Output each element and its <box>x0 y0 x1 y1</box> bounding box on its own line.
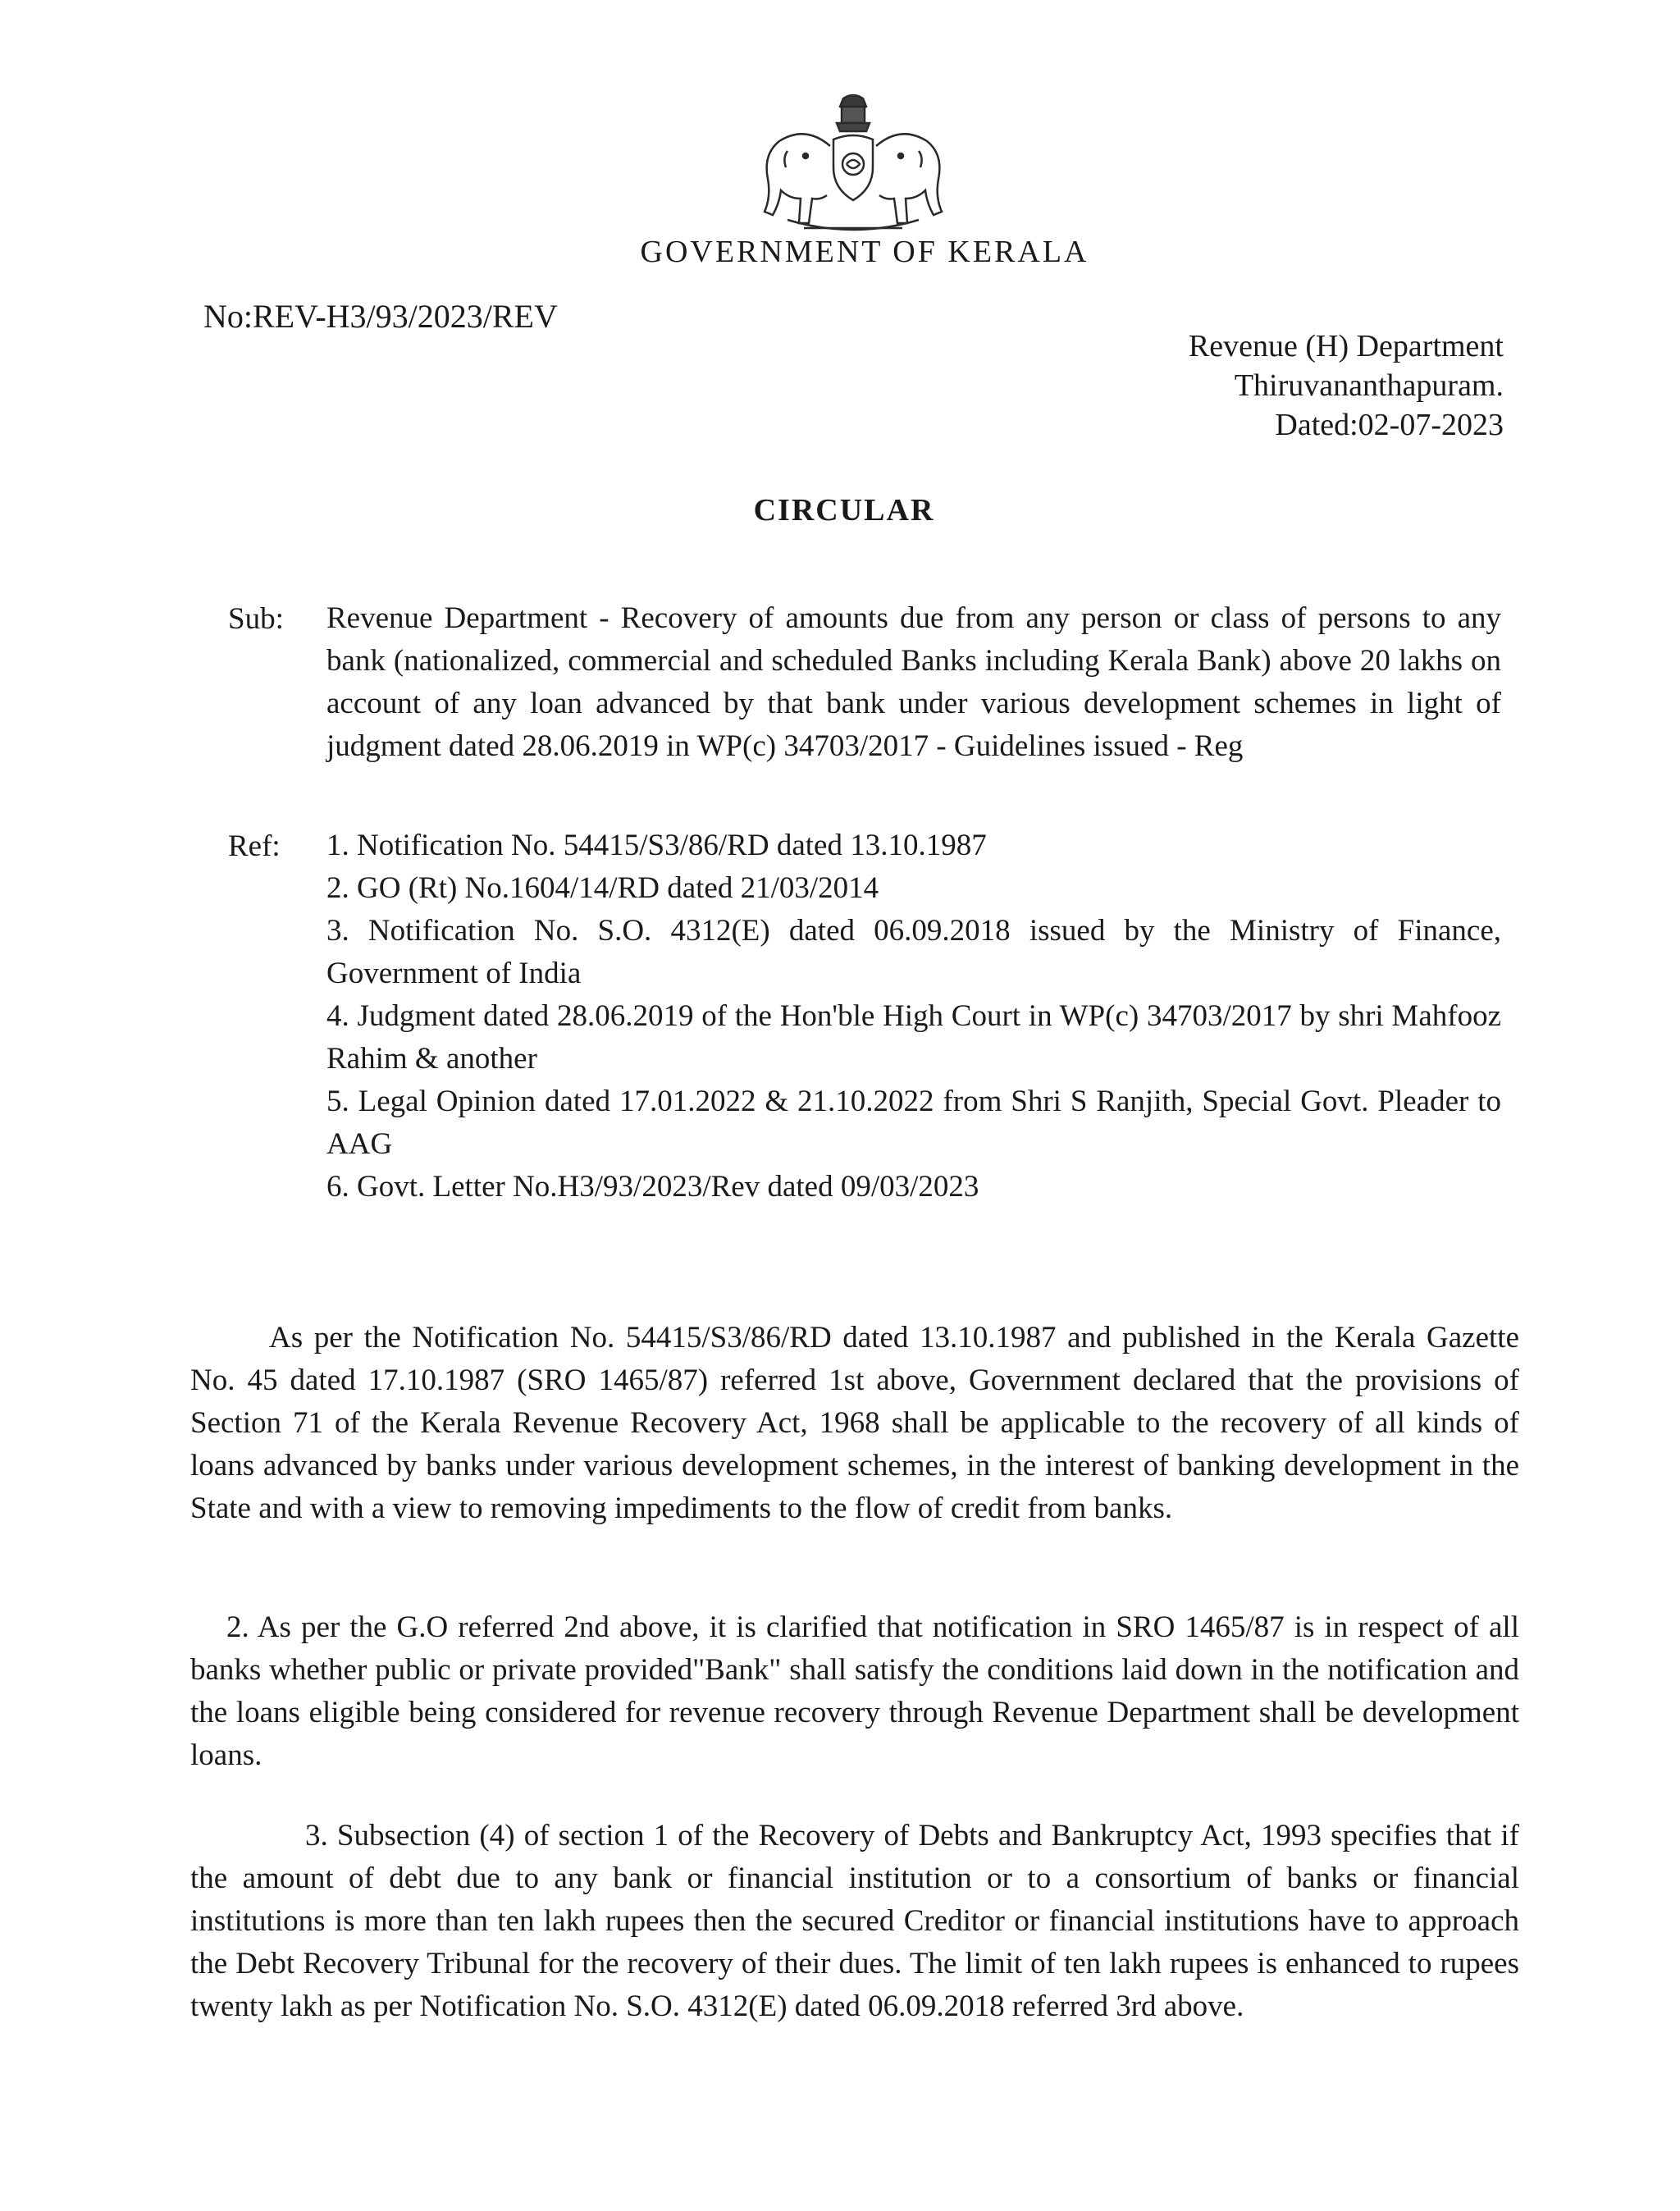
reference-item: 5. Legal Opinion dated 17.01.2022 & 21.10.2022 from Shri S Ranjith, Special Govt. Pleader to AAG <box>326 1085 1501 1161</box>
document-number: No:REV-H3/93/2023/REV <box>203 298 558 335</box>
reference-item: 4. Judgment dated 28.06.2019 of the Hon'ble High Court in WP(c) 34703/2017 by shri Mahfooz Rahim & another <box>326 999 1501 1076</box>
department-name: Revenue (H) Department <box>1188 329 1504 363</box>
circular-title: CIRCULAR <box>753 493 935 528</box>
department-block <box>1189 327 1504 445</box>
government-title: GOVERNMENT OF KERALA <box>640 235 1089 269</box>
body-paragraph-3: 3. Subsection (4) of section 1 of the Recovery of Debts and Bankruptcy Act, 1993 specifies that if the amount of debt due to any bank or financial institution or to a consortium of banks or financial institutions is more than ten lakh rupees then the secured Creditor or financial institutions have to approach the Debt Recovery Tribunal for the recovery of their dues. The limit of ten lakh rupees is enhanced to rupees twenty lakh as per Notification No. S.O. 4312(E) dated 06.09.2018 referred 3rd above. <box>190 1819 1519 2023</box>
document-date: Dated:02-07-2023 <box>1275 408 1504 442</box>
reference-item: 3. Notification No. S.O. 4312(E) dated 06.09.2018 issued by the Ministry of Finance, Government of India <box>326 914 1501 990</box>
reference-item: 1. Notification No. 54415/S3/86/RD dated 13.10.1987 <box>326 829 987 862</box>
place-name: Thiruvananthapuram. <box>1234 368 1504 403</box>
kerala-state-emblem-icon <box>755 89 952 240</box>
reference-item: 2. GO (Rt) No.1604/14/RD dated 21/03/2014 <box>326 871 879 905</box>
subject-text: Revenue Department - Recovery of amounts due from any person or class of persons to any bank (nationalized, commercial and scheduled Banks including Kerala Bank) above 20 lakhs on account of any loan advanced by that bank under various development schemes in light of judgment dated 28.06.2019 in WP(c) 34703/2017 - Guidelines issued - Reg <box>326 601 1501 763</box>
body-paragraph-1: As per the Notification No. 54415/S3/86/RD dated 13.10.1987 and published in the Kerala Gazette No. 45 dated 17.10.1987 (SRO 1465/87) referred 1st above, Government declared that the provisions of Section 71 of the Kerala Revenue Recovery Act, 1968 shall be applicable to the recovery of all kinds of loans advanced by banks under various development schemes, in the interest of banking development in the State and with a view to removing impediments to the flow of credit from banks. <box>190 1321 1519 1525</box>
reference-item: 6. Govt. Letter No.H3/93/2023/Rev dated 09/03/2023 <box>326 1170 979 1204</box>
subject-label: Sub: <box>228 602 284 636</box>
references-list <box>326 825 1501 1208</box>
references-label: Ref: <box>228 829 281 863</box>
body-paragraph-2: 2. As per the G.O referred 2nd above, it is clarified that notification in SRO 1465/87 is in respect of all banks whether public or private provided"Bank" shall satisfy the conditions laid down in the notification and the loans eligible being considered for revenue recovery through Revenue Department shall be development loans. <box>190 1610 1519 1772</box>
